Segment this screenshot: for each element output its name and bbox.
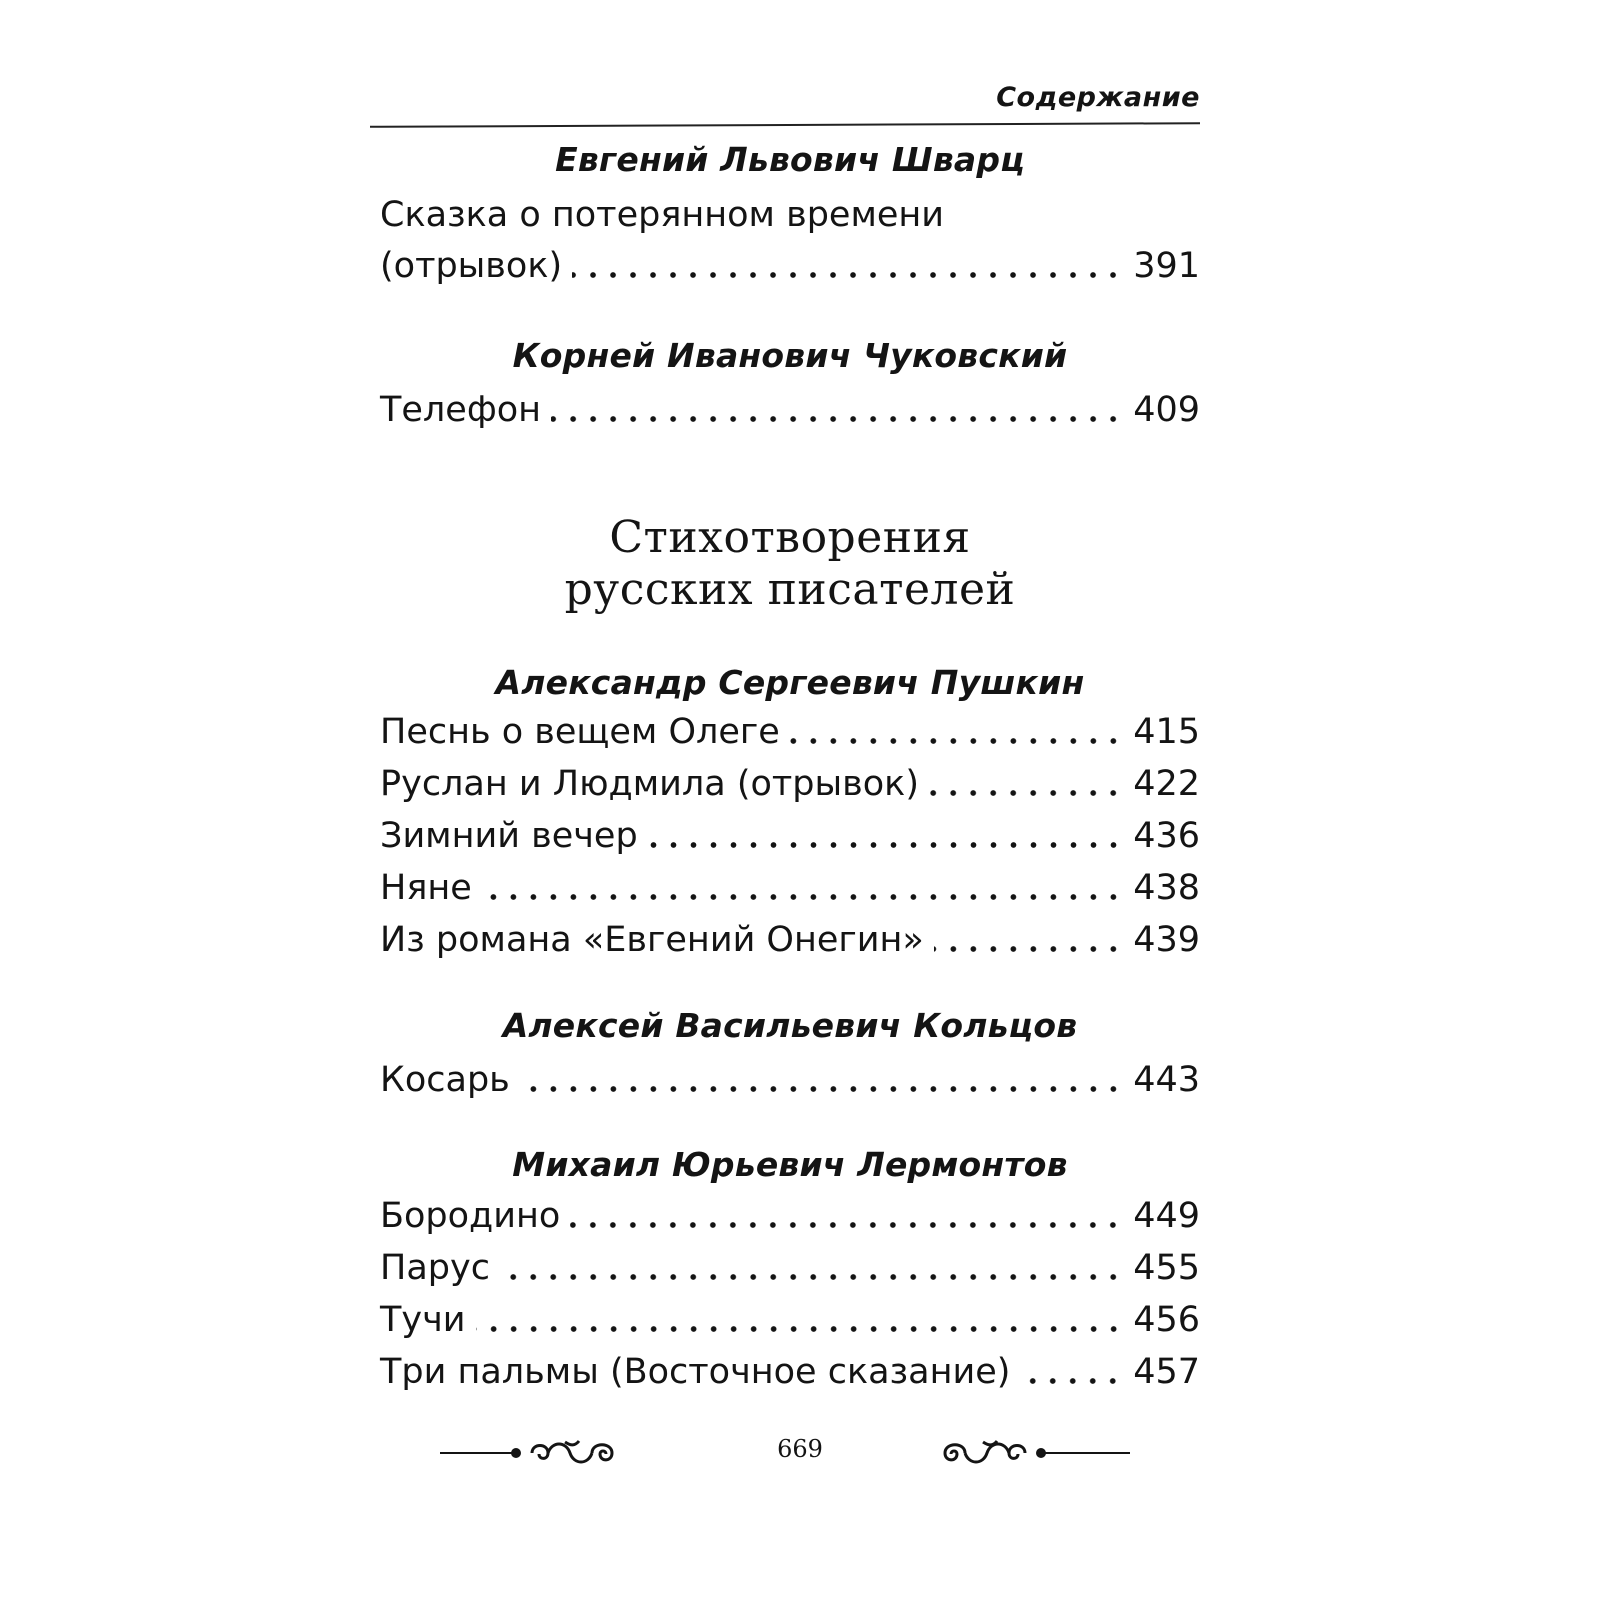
header-rule [370,122,1200,128]
toc-entry [380,386,1200,430]
toc-entry-title: Няне [380,868,472,908]
toc-entry-title: Руслан и Людмила (отрывок) [380,764,919,804]
toc-entry [380,760,1200,804]
toc-page-number: 391 [1133,246,1200,286]
toc-page-number: 455 [1133,1248,1200,1288]
toc-entry-title: Парус [380,1248,490,1288]
scroll-ornament-right-icon [925,1437,1160,1473]
dot-leader [929,788,1123,798]
dot-leader [520,1084,1123,1094]
dot-leader [572,270,1123,280]
toc-entry-title: Сказка о потерянном времени [380,195,945,235]
toc-entry [380,864,1200,908]
toc-entry [380,242,1200,286]
toc-entry-title: Бородино [380,1196,561,1236]
toc-entry-title: Телефон [380,390,542,430]
author-heading: Корней Иванович Чуковский [512,336,1068,375]
section-title: Стихотворения [609,512,971,563]
toc-entry [380,1348,1200,1392]
author-heading: Александр Сергеевич Пушкин [495,663,1085,702]
toc-entry-title: Тучи [380,1300,466,1340]
toc-entry [380,1192,1200,1236]
section-title: русских писателей [564,564,1016,615]
toc-page-number: 443 [1133,1060,1200,1100]
dot-leader [790,736,1123,746]
toc-entry [380,1056,1200,1100]
page-number: 669 [777,1435,823,1463]
author-heading: Алексей Васильевич Кольцов [502,1006,1078,1045]
toc-entry [380,1296,1200,1340]
author-heading: Михаил Юрьевич Лермонтов [512,1145,1068,1184]
toc-page-number: 422 [1133,764,1200,804]
toc-page-number: 449 [1133,1196,1200,1236]
toc-entry-title: Косарь [380,1060,510,1100]
toc-entry-title: Три пальмы (Восточное сказание) [380,1352,1011,1392]
toc-page-number: 415 [1133,712,1200,752]
toc-entry [380,1244,1200,1288]
toc-page-number: 456 [1133,1300,1200,1340]
dot-leader [570,1220,1123,1230]
dot-leader [476,1324,1124,1334]
toc-entry [380,708,1200,752]
dot-leader [551,414,1123,424]
dot-leader [1020,1376,1123,1386]
toc-page-number: 439 [1133,920,1200,960]
toc-entry-title: Песнь о вещем Олеге [380,712,780,752]
dot-leader [482,892,1123,902]
toc-page-number: 457 [1133,1352,1200,1392]
toc-entry [380,916,1200,960]
toc-page-number: 438 [1133,868,1200,908]
dot-leader [500,1272,1123,1282]
page-footer [440,1435,1160,1475]
author-heading: Евгений Львович Шварц [555,140,1025,179]
dot-leader [934,944,1123,954]
toc-entry-title: Зимний вечер [380,816,638,856]
toc-entry-title: (отрывок) [380,246,563,286]
toc-entry-title: Из романа «Евгений Онегин» [380,920,924,960]
running-head: Содержание [996,82,1200,113]
dot-leader [648,840,1124,850]
toc-entry [380,812,1200,856]
toc-page-number: 409 [1133,390,1200,430]
toc-page-number: 436 [1133,816,1200,856]
